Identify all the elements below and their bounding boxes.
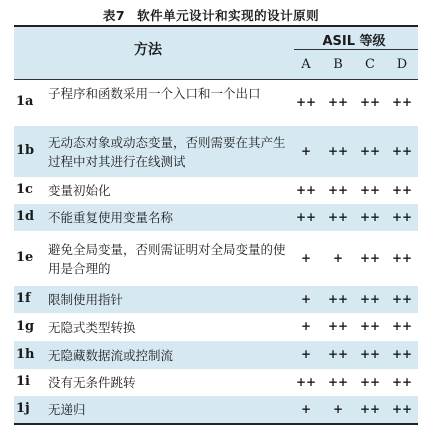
table-row <box>14 341 418 369</box>
row-id: 1e <box>16 250 34 265</box>
table-caption <box>0 6 422 24</box>
recommendation-level-c: ++ <box>359 375 381 389</box>
recommendation-level-d: ++ <box>391 95 413 109</box>
recommendation-level-b: ++ <box>327 347 349 361</box>
row-id: 1c <box>16 182 33 197</box>
recommendation-level-c: ++ <box>359 183 381 197</box>
recommendation-level-b: ++ <box>327 210 349 224</box>
row-method-text: 避免全局变量，否则需证明对全局变量的使用是合理的 <box>48 242 286 276</box>
recommendation-level-a: + <box>300 251 312 265</box>
row-method-text: 不能重复使用变量名称 <box>48 210 174 225</box>
row-id: 1a <box>16 94 34 109</box>
table-row <box>14 231 418 286</box>
recommendation-level-a: + <box>300 144 312 158</box>
row-method-text: 限制使用指针 <box>48 292 124 307</box>
recommendation-level-a: + <box>300 347 312 361</box>
recommendation-level-b: ++ <box>327 319 349 333</box>
table-row <box>14 369 418 396</box>
row-id: 1g <box>16 319 35 334</box>
recommendation-level-b: ++ <box>327 375 349 389</box>
recommendation-level-c: ++ <box>359 95 381 109</box>
table-bottom-rule <box>14 423 418 425</box>
method-column-header: 方法 <box>134 42 162 58</box>
recommendation-level-a: + <box>300 402 312 416</box>
row-method-text: 子程序和函数采用一个入口和一个出口 <box>48 86 261 101</box>
asil-header-underline <box>294 49 418 50</box>
recommendation-level-b: ++ <box>327 144 349 158</box>
level-b-header: B <box>333 57 343 72</box>
recommendation-level-c: ++ <box>359 210 381 224</box>
table-row <box>14 80 418 126</box>
recommendation-level-d: ++ <box>391 347 413 361</box>
table-row <box>14 286 418 313</box>
row-method-text: 无动态对象或动态变量，否则需要在其产生过程中对其进行在线测试 <box>48 135 286 169</box>
recommendation-level-c: ++ <box>359 144 381 158</box>
recommendation-level-b: + <box>332 251 344 265</box>
level-c-header: C <box>365 57 375 72</box>
recommendation-level-a: + <box>300 292 312 306</box>
row-method-text: 无隐藏数据流或控制流 <box>48 348 174 363</box>
table-row <box>14 313 418 341</box>
row-method-text: 没有无条件跳转 <box>48 375 136 390</box>
table-number: 表7 <box>102 8 126 23</box>
recommendation-level-d: ++ <box>391 144 413 158</box>
row-id: 1f <box>16 291 31 306</box>
table-row <box>14 126 418 177</box>
recommendation-level-d: ++ <box>391 319 413 333</box>
recommendation-level-b: ++ <box>327 95 349 109</box>
recommendation-level-a: ++ <box>295 95 317 109</box>
table-row <box>14 396 418 423</box>
recommendation-level-d: ++ <box>391 251 413 265</box>
recommendation-level-a: ++ <box>295 183 317 197</box>
recommendation-level-a: + <box>300 319 312 333</box>
row-id: 1d <box>16 209 35 224</box>
recommendation-level-c: ++ <box>359 402 381 416</box>
recommendation-level-d: ++ <box>391 375 413 389</box>
recommendation-level-a: ++ <box>295 375 317 389</box>
row-method-text: 无隐式类型转换 <box>48 320 136 335</box>
recommendation-level-b: ++ <box>327 292 349 306</box>
recommendation-level-c: ++ <box>359 292 381 306</box>
table-row <box>14 204 418 231</box>
recommendation-level-b: + <box>332 402 344 416</box>
recommendation-level-c: ++ <box>359 319 381 333</box>
row-id: 1j <box>16 401 30 416</box>
asil-level-header: ASIL 等级 <box>322 34 386 49</box>
row-method-text: 变量初始化 <box>48 183 111 198</box>
recommendation-level-c: ++ <box>359 347 381 361</box>
level-d-header: D <box>396 57 408 72</box>
table-row <box>14 177 418 204</box>
recommendation-level-d: ++ <box>391 402 413 416</box>
table-title: 软件单元设计和实现的设计原则 <box>137 8 320 23</box>
row-id: 1h <box>16 347 35 362</box>
recommendation-level-d: ++ <box>391 292 413 306</box>
table-header <box>14 27 418 79</box>
recommendation-level-b: ++ <box>327 183 349 197</box>
recommendation-level-a: ++ <box>295 210 317 224</box>
level-a-header: A <box>301 57 311 72</box>
recommendation-level-d: ++ <box>391 210 413 224</box>
row-method-text: 无递归 <box>48 402 86 417</box>
row-id: 1b <box>16 143 35 158</box>
recommendation-level-c: ++ <box>359 251 381 265</box>
recommendation-level-d: ++ <box>391 183 413 197</box>
row-id: 1i <box>16 374 30 389</box>
